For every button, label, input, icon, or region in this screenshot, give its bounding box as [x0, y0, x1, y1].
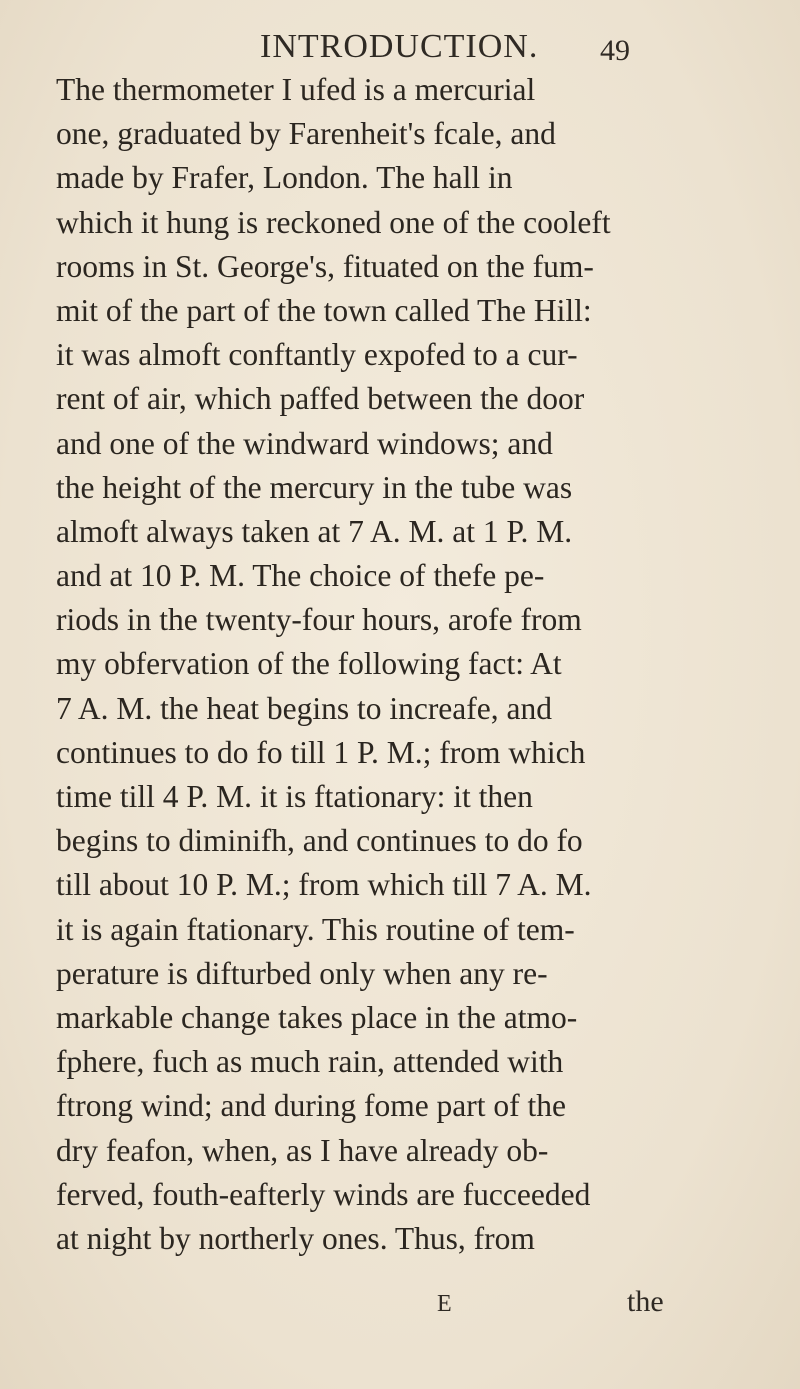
text-line: and one of the windward windows; and [56, 425, 553, 461]
text-line: and at 10 P. M. The choice of thefe pe- [56, 558, 545, 594]
page-header [0, 22, 800, 72]
text-line: time till 4 P. M. it is ftationary: it then [56, 779, 533, 814]
text-line: riods in the twenty-four hours, arofe from [56, 602, 582, 638]
text-line: 7 A. M. the heat begins to increafe, and [56, 690, 552, 726]
text-line: mit of the part of the town called The Hill: [56, 292, 592, 328]
text-line: The thermometer I ufed is a mercurial [56, 72, 536, 107]
text-line: the height of the mercury in the tube was [56, 469, 573, 505]
text-line: perature is difturbed only when any re- [56, 955, 548, 991]
text-line: it was almoft conftantly expofed to a cur- [56, 337, 578, 373]
text-line: which it hung is reckoned one of the cooleft [56, 204, 611, 240]
text-line: one, graduated by Farenheit's fcale, and [56, 116, 556, 152]
text-line: rent of air, which paffed between the door [56, 381, 585, 417]
signature-mark: E [437, 1291, 452, 1317]
text-line: markable change takes place in the atmo- [56, 999, 578, 1035]
page-footer [0, 1283, 800, 1327]
text-line: begins to diminifh, and continues to do fo [56, 823, 583, 859]
text-line: rooms in St. George's, fituated on the fum- [56, 248, 594, 284]
page-number: 49 [600, 34, 630, 67]
text-line: at night by northerly ones. Thus, from [56, 1220, 535, 1256]
text-line: ferved, fouth-eafterly winds are fucceeded [56, 1176, 591, 1212]
catchword: the [627, 1285, 664, 1318]
text-line: fphere, fuch as much rain, attended with [56, 1044, 564, 1080]
text-line: continues to do fo till 1 P. M.; from which [56, 734, 586, 770]
text-line: till about 10 P. M.; from which till 7 A. M. [56, 867, 592, 903]
text-line: almoft always taken at 7 A. M. at 1 P. M. [56, 513, 573, 549]
running-head: INTRODUCTION. [260, 28, 539, 65]
text-line: ftrong wind; and during fome part of the [56, 1088, 566, 1124]
body-text [56, 68, 776, 1261]
text-line: made by Frafer, London. The hall in [56, 160, 513, 196]
text-line: dry feafon, when, as I have already ob- [56, 1132, 549, 1168]
text-line: it is again ftationary. This routine of tem- [56, 911, 575, 947]
text-line: my obfervation of the following fact: At [56, 646, 562, 682]
